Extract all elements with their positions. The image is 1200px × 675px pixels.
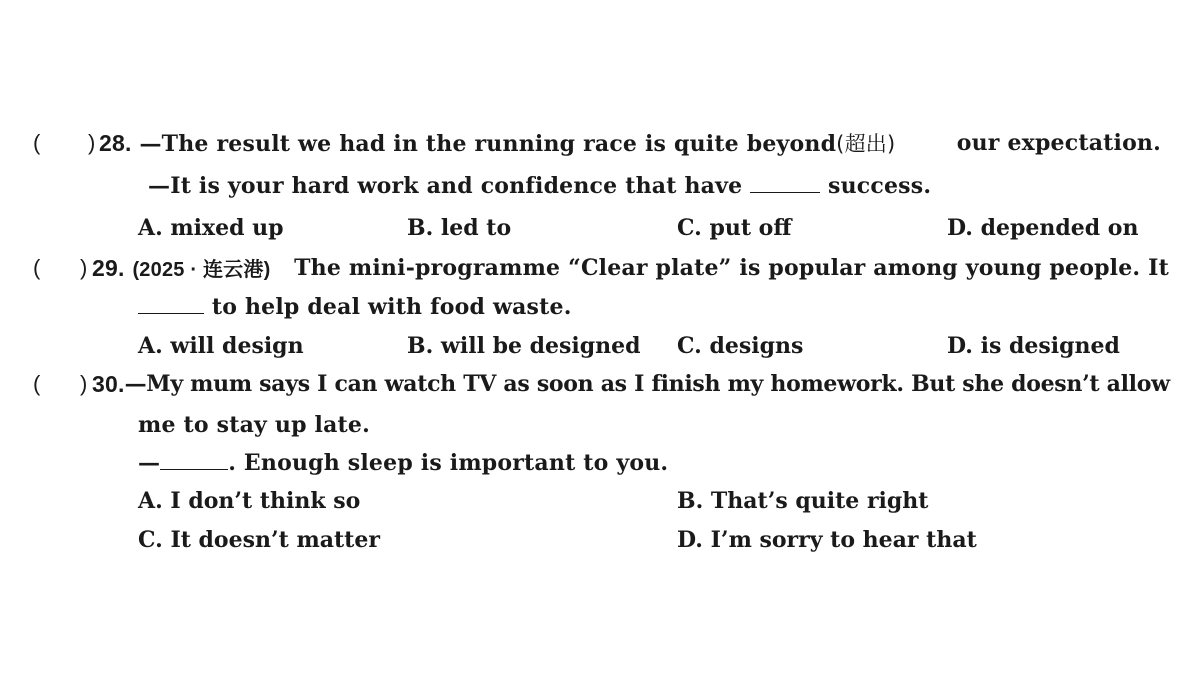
question-number: 28. (99, 130, 132, 156)
question-29-line-1 (92, 254, 1169, 284)
option-c: C. It doesn’t matter (138, 527, 380, 553)
dialogue-dash: — (138, 450, 161, 476)
question-28-text-2: —It is your hard work and confidence that have (148, 173, 743, 199)
answer-blank (160, 449, 228, 470)
option-d: D. is designed (947, 333, 1120, 359)
answer-paren-open: ( (33, 255, 41, 280)
answer-paren-open: ( (33, 371, 41, 396)
chinese-gloss: (超出) (836, 132, 896, 156)
question-28-line-2 (148, 172, 931, 200)
question-29-text: The mini-programme “Clear plate” is popular among young people. It (294, 255, 1169, 281)
question-number: 30. (92, 371, 125, 397)
option-d: D. depended on (947, 215, 1139, 241)
answer-paren-close: ) (80, 255, 88, 280)
question-28-text-end: our expectation. (956, 130, 1161, 156)
option-b: B. That’s quite right (677, 488, 929, 514)
question-30-line-2: me to stay up late. (138, 412, 370, 438)
answer-paren-open: ( (33, 130, 41, 155)
question-30-line-1 (92, 370, 1169, 398)
answer-paren-close: ) (88, 130, 96, 155)
question-29-text-2: to help deal with food waste. (211, 294, 572, 320)
question-number: 29. (92, 255, 125, 281)
option-a: A. will design (138, 333, 304, 359)
question-29-line-2 (138, 293, 572, 321)
option-d: D. I’m sorry to hear that (677, 527, 977, 553)
question-28-text-3: success. (828, 173, 932, 199)
option-c: C. designs (677, 333, 804, 359)
question-28-line-1 (99, 129, 1161, 158)
question-30-line-3 (138, 449, 668, 477)
option-b: B. will be designed (407, 333, 641, 359)
option-a: A. I don’t think so (138, 488, 361, 514)
question-28-text: —The result we had in the running race is quite beyond (139, 131, 837, 157)
question-30-text-3: . Enough sleep is important to you. (228, 450, 669, 476)
question-29-stem (92, 254, 270, 284)
question-30-text: —My mum says I can watch TV as soon as I finish my homework. But she doesn’t allow (124, 371, 1170, 397)
source-tag: (2025 · 连云港) (132, 259, 271, 281)
answer-blank (138, 293, 204, 314)
option-b: B. led to (407, 215, 512, 241)
option-a: A. mixed up (138, 215, 284, 241)
question-28-stem (99, 129, 895, 158)
answer-paren-close: ) (80, 371, 88, 396)
answer-blank (750, 172, 820, 193)
option-c: C. put off (677, 215, 792, 241)
